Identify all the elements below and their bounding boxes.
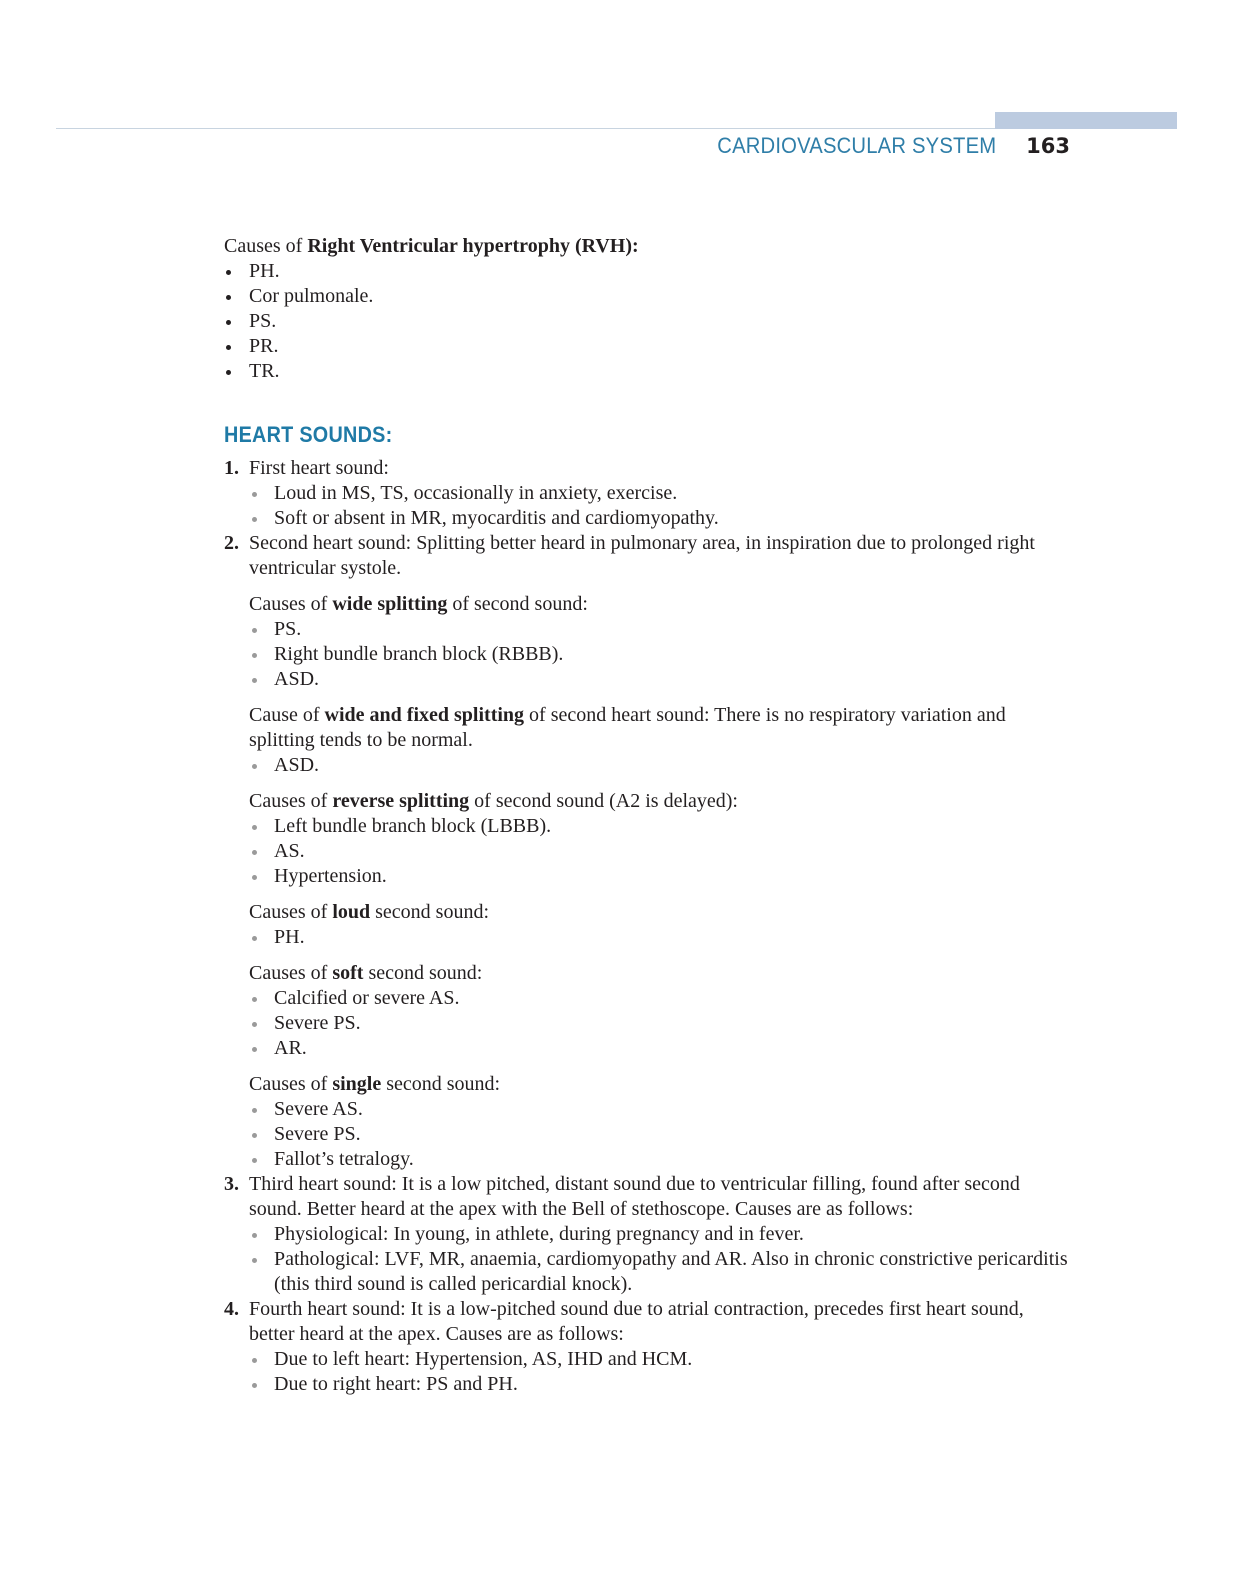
running-head xyxy=(0,133,1070,159)
item-text: Second heart sound: Splitting better heard in pulmonary area, in inspiration due to prolonged right ventricular systole. xyxy=(249,532,1035,579)
item-text: Fourth heart sound: It is a low-pitched sound due to atrial contraction, precedes first heart sound, better heard at the apex. Causes are as follows: xyxy=(249,1298,1024,1345)
intro-prefix: Causes of xyxy=(249,962,333,984)
intro-bold: wide and fixed splitting xyxy=(324,704,525,726)
third-sound-list xyxy=(249,1222,1074,1297)
intro-prefix: Causes of xyxy=(249,593,333,615)
rvh-list xyxy=(224,259,1074,384)
intro-suffix: second sound: xyxy=(381,1073,501,1095)
subblock-intro xyxy=(249,1072,1074,1097)
list-item: PR. xyxy=(224,334,1074,359)
soft-sound-list xyxy=(249,986,1074,1061)
list-item: Soft or absent in MR, myocarditis and cardiomyopathy. xyxy=(249,506,1074,531)
list-item: Pathological: LVF, MR, anaemia, cardiomyopathy and AR. Also in chronic constrictive pericarditis (this third sound is called pericardial knock). xyxy=(249,1247,1074,1297)
list-item: Loud in MS, TS, occasionally in anxiety, exercise. xyxy=(249,481,1074,506)
subblock-intro xyxy=(249,703,1074,753)
intro-bold: soft xyxy=(332,962,364,984)
item-text: First heart sound: xyxy=(249,457,389,479)
section-heading: HEART SOUNDS: xyxy=(224,422,393,447)
intro-bold: single xyxy=(332,1073,382,1095)
intro-suffix: of second sound: xyxy=(447,593,588,615)
intro-suffix: of second sound (A2 is delayed): xyxy=(469,790,738,812)
list-item: PS. xyxy=(224,309,1074,334)
list-item: Left bundle branch block (LBBB). xyxy=(249,814,1074,839)
intro-bold: wide splitting xyxy=(332,593,448,615)
item-number: 4. xyxy=(224,1298,239,1320)
fourth-sound-list xyxy=(249,1347,1074,1397)
single-sound-list xyxy=(249,1097,1074,1172)
intro-prefix: Cause of xyxy=(249,704,325,726)
single-sound-block xyxy=(249,1072,1074,1172)
list-item: AS. xyxy=(249,839,1074,864)
soft-sound-block xyxy=(249,961,1074,1061)
list-item: ASD. xyxy=(249,753,1074,778)
list-item: Cor pulmonale. xyxy=(224,284,1074,309)
list-item: Right bundle branch block (RBBB). xyxy=(249,642,1074,667)
intro-suffix: of second heart sound: There is no respiratory variation and splitting tends to be normal. xyxy=(249,704,1006,751)
fixed-splitting-block xyxy=(249,703,1074,778)
section-title: CARDIOVASCULAR SYSTEM xyxy=(717,133,997,158)
intro-prefix: Causes of xyxy=(249,1073,333,1095)
intro-prefix: Causes of xyxy=(249,790,333,812)
subblock-intro xyxy=(249,900,1074,925)
list-item: PH. xyxy=(224,259,1074,284)
second-heart-sound xyxy=(224,531,1074,1172)
list-item: Calcified or severe AS. xyxy=(249,986,1074,1011)
list-item: PH. xyxy=(249,925,1074,950)
intro-suffix: second sound: xyxy=(363,962,483,984)
page-number: 163 xyxy=(1026,134,1070,158)
reverse-splitting-list xyxy=(249,814,1074,889)
fourth-heart-sound xyxy=(224,1297,1074,1397)
rvh-intro xyxy=(224,234,1074,259)
rvh-intro-prefix: Causes of xyxy=(224,235,308,257)
first-heart-sound xyxy=(224,456,1074,531)
header-rule xyxy=(56,128,996,129)
first-sound-list xyxy=(249,481,1074,531)
third-heart-sound xyxy=(224,1172,1074,1297)
loud-sound-list xyxy=(249,925,1074,950)
intro-prefix: Causes of xyxy=(249,901,333,923)
list-item: Severe AS. xyxy=(249,1097,1074,1122)
list-item: AR. xyxy=(249,1036,1074,1061)
item-number: 3. xyxy=(224,1173,239,1195)
list-item: Due to left heart: Hypertension, AS, IHD and HCM. xyxy=(249,1347,1074,1372)
list-item: TR. xyxy=(224,359,1074,384)
list-item: Severe PS. xyxy=(249,1122,1074,1147)
list-item: Fallot’s tetralogy. xyxy=(249,1147,1074,1172)
intro-suffix: second sound: xyxy=(370,901,490,923)
list-item: Severe PS. xyxy=(249,1011,1074,1036)
item-number: 1. xyxy=(224,457,239,479)
subblock-intro xyxy=(249,789,1074,814)
wide-splitting-block xyxy=(249,592,1074,692)
item-text: Third heart sound: It is a low pitched, distant sound due to ventricular filling, found after second sound. Better heard at the apex with the Bell of stethoscope. Causes are as follows: xyxy=(249,1173,1020,1220)
item-number: 2. xyxy=(224,532,239,554)
loud-sound-block xyxy=(249,900,1074,950)
list-item: ASD. xyxy=(249,667,1074,692)
intro-bold: loud xyxy=(332,901,371,923)
list-item: Due to right heart: PS and PH. xyxy=(249,1372,1074,1397)
intro-bold: reverse splitting xyxy=(332,790,470,812)
list-item: Hypertension. xyxy=(249,864,1074,889)
header-tab-block xyxy=(995,112,1177,129)
subblock-intro xyxy=(249,592,1074,617)
page-content xyxy=(224,234,1074,1397)
list-item: PS. xyxy=(249,617,1074,642)
fixed-splitting-list xyxy=(249,753,1074,778)
wide-splitting-list xyxy=(249,617,1074,692)
reverse-splitting-block xyxy=(249,789,1074,889)
subblock-intro xyxy=(249,961,1074,986)
rvh-intro-bold: Right Ventricular hypertrophy (RVH): xyxy=(307,235,639,257)
list-item: Physiological: In young, in athlete, during pregnancy and in fever. xyxy=(249,1222,1074,1247)
